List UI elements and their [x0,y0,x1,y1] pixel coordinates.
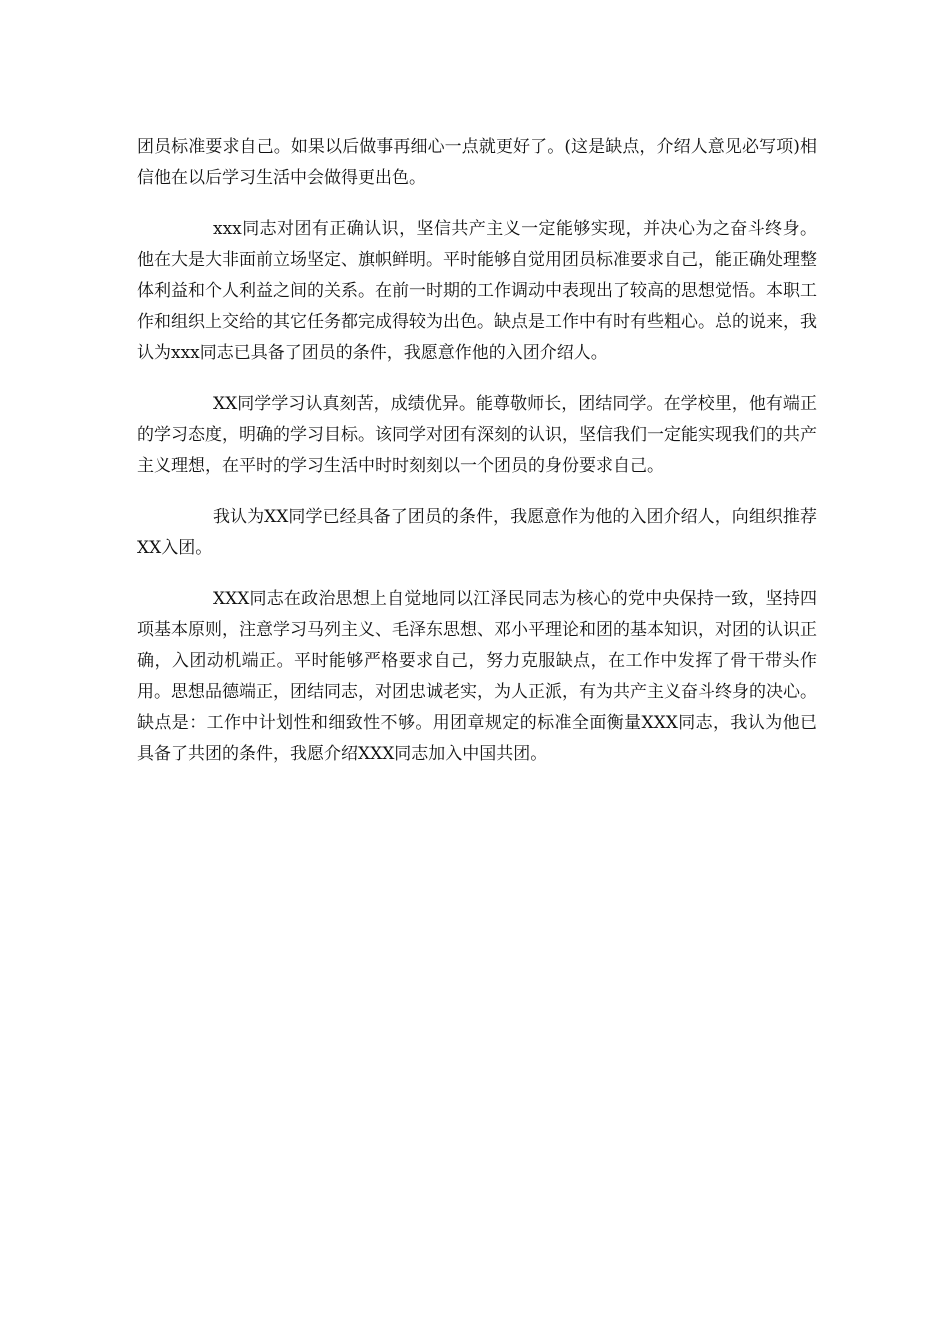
paragraph-5: XXX同志在政治思想上自觉地同以江泽民同志为核心的党中央保持一致，坚持四项基本原则，注意学习马列主义、毛泽东思想、邓小平理论和团的基本知识，对团的认识正确，入团动机端正。平时能够严格要求自己，努力克服缺点，在工作中发挥了骨干带头作用。思想品德端正，团结同志，对团忠诚老实，为人正派，有为共产主义奋斗终身的决心。缺点是：工作中计划性和细致性不够。用团章规定的标准全面衡量XXX同志，我认为他已具备了共团的条件，我愿介绍XXX同志加入中国共团。 [137,589,817,764]
document-body [137,132,817,790]
paragraph-4: 我认为XX同学已经具备了团员的条件，我愿意作为他的入团介绍人，向组织推荐XX入团。 [137,507,817,558]
paragraph-2: xxx同志对团有正确认识，坚信共产主义一定能够实现，并决心为之奋斗终身。他在大是大非面前立场坚定、旗帜鲜明。平时能够自觉用团员标准要求自己，能正确处理整体利益和个人利益之间的关系。在前一时期的工作调动中表现出了较高的思想觉悟。本职工作和组织上交给的其它任务都完成得较为出色。缺点是工作中有时有些粗心。总的说来，我认为xxx同志已具备了团员的条件，我愿意作他的入团介绍人。 [137,219,817,363]
paragraph-3: XX同学学习认真刻苦，成绩优异。能尊敬师长，团结同学。在学校里，他有端正的学习态度，明确的学习目标。该同学对团有深刻的认识，坚信我们一定能实现我们的共产主义理想，在平时的学习生活中时时刻刻以一个团员的身份要求自己。 [137,394,817,476]
paragraph-1: 团员标准要求自己。如果以后做事再细心一点就更好了。(这是缺点，介绍人意见必写项)相信他在以后学习生活中会做得更出色。 [137,137,817,188]
